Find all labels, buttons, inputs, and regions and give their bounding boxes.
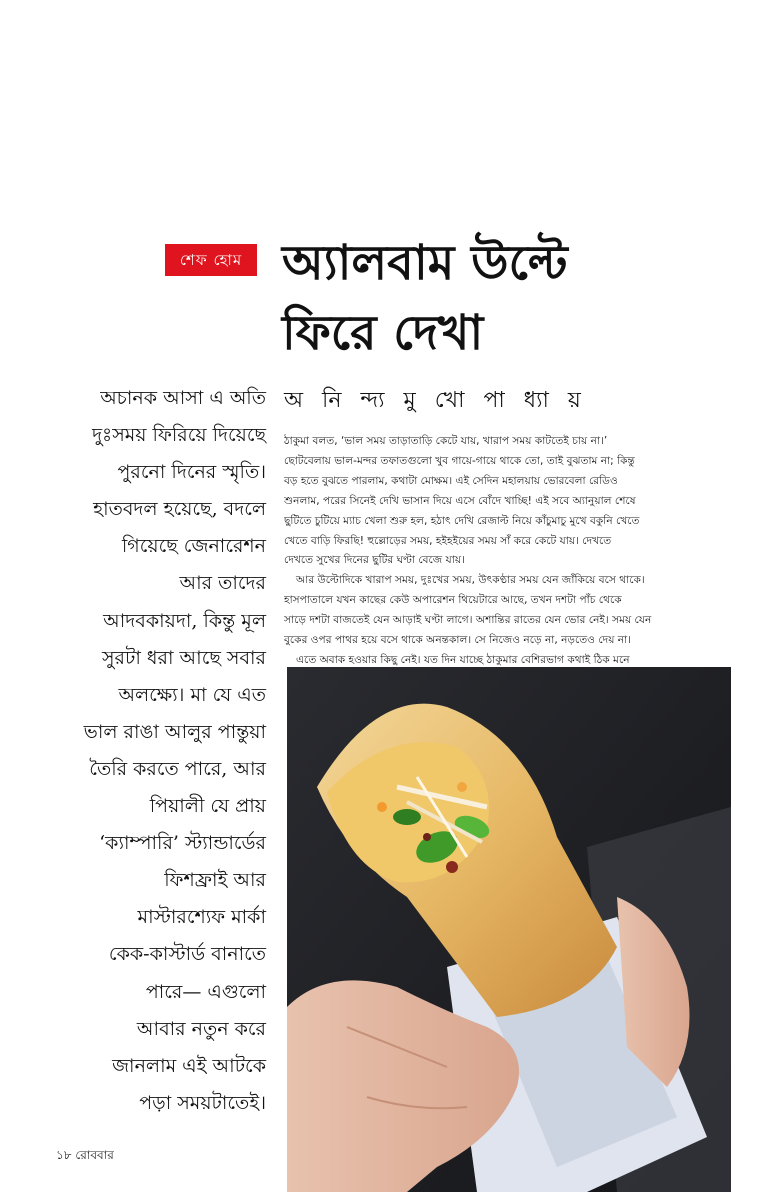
pullquote-line: পড়া সময়টাতেই। — [139, 1091, 266, 1114]
food-roll-illustration — [287, 667, 731, 1192]
body-line: বড় হতে বুঝতে পারলাম, কথাটা মোক্ষম। এই সেদিন মহালয়ায় ভোরবেলা রেডিও — [284, 474, 618, 487]
pullquote-line: ফিশফ্রাই আর — [164, 869, 266, 892]
pullquote-line: আদবকায়দা, কিন্তু মূল — [103, 609, 266, 632]
pullquote-line: জানলাম এই আটকে — [112, 1054, 266, 1077]
section-tag: শেফ হোম — [165, 244, 257, 276]
pullquote-line: অচানক আসা এ অতি — [100, 387, 266, 409]
headline-line-1: অ্যালবাম উল্টে — [282, 235, 568, 291]
pull-quote — [58, 380, 266, 1122]
pullquote-line: তৈরি করতে পারে, আর — [89, 757, 266, 780]
author-byline: অ নি ন্দ্য মু খো পা ধ্যা য় — [284, 388, 587, 413]
pullquote-line: হাতবদল হয়েছে, বদলে — [93, 498, 266, 521]
body-line: হাসপাতালে যখন কাছের কেউ অপারেশন থিয়েটারে আছে, তখন দশটা পাঁচ থেকে — [284, 594, 622, 607]
body-line: ছুটিতে চুটিয়ে ম্যাচ খেলা শুরু হল, হঠাৎ দেখি রেজাল্ট নিয়ে কাঁচুমাচু মুখে বকুনি খেতে — [284, 514, 640, 527]
body-line: ঠাকুমা বলত, ‘ভাল সময় তাড়াতাড়ি কেটে যায়, খারাপ সময় কাটতেই চায় না।’ — [284, 435, 608, 447]
body-line: খেতে বাড়ি ফিরছি! হুল্লোড়ের সময়, হইহইয়ের সময় সাঁ করে কেটে যায়। দেখতে — [284, 534, 612, 547]
body-line: আর উল্টোদিকে খারাপ সময়, দুঃখের সময়, উৎকণ্ঠার সময় যেন জাঁকিয়ে বসে থাকে। — [296, 574, 645, 587]
pullquote-line: ‘ক্যাম্পারি’ স্ট্যান্ডার্ডের — [99, 832, 266, 855]
pullquote-line: আর তাদের — [179, 572, 266, 595]
pullquote-line: ভাল রাঙা আলুর পান্তুয়া — [83, 720, 266, 743]
pullquote-line: আবার নতুন করে — [136, 1017, 266, 1040]
food-photo — [287, 667, 731, 1192]
body-line: বুকের ওপর পাথর হয়ে বসে থাকে অনন্তকাল। সে নিজেও নড়ে না, নড়তেও দেয় না। — [284, 634, 631, 647]
footer-section: রোববার — [75, 1148, 114, 1162]
pullquote-line: গিয়েছে জেনারেশন — [121, 535, 266, 558]
body-line: সাড়ে দশটা বাজতেই যেন আড়াই ঘণ্টা লাগে। অশান্তির রাতের যেন ভোর নেই। সময় যেন — [284, 614, 652, 627]
body-line: ছোটবেলায় ভাল-মন্দর তফাতগুলো খুব গায়ে-গায়ে থাকে তো, তাই বুঝতাম না; কিন্তু — [284, 454, 635, 467]
pullquote-line: অলক্ষ্যে। মা যে এত — [118, 683, 266, 706]
pullquote-line: মাস্টারশ্যেফ মার্কা — [137, 906, 266, 929]
pullquote-line: সুরটা ধরা আছে সবার — [102, 646, 266, 669]
page-number: ১৮ — [56, 1148, 72, 1162]
pullquote-line: দুঃসময় ফিরিয়ে দিয়েছে — [92, 424, 266, 447]
article-headline — [282, 228, 752, 368]
pullquote-line: পিয়ালী যে প্রায় — [149, 795, 266, 818]
pullquote-line: পুরনো দিনের স্মৃতি। — [117, 461, 266, 484]
page-footer — [56, 1147, 114, 1167]
body-line: এতে অবাক হওয়ার কিছু নেই। যত দিন যাচ্ছে ঠাকুমার বেশিরভাগ কথাই ঠিক মনে — [296, 653, 630, 666]
body-line: দেখতে সুখের দিনের ছুটির ঘণ্টা বেজে যায়। — [284, 554, 465, 567]
pullquote-line: পারে— এগুলো — [145, 980, 266, 1003]
body-line: শুনলাম, পরের সিনেই দেখি ভাসান দিয়ে এসে বোঁদে খাচ্ছি! এই সবে অ্যানুয়াল শেষে — [284, 494, 636, 507]
pullquote-line: কেক-কাস্টার্ড বানাতে — [108, 943, 266, 966]
article-body — [284, 432, 736, 671]
headline-line-2: ফিরে দেখা — [282, 305, 484, 361]
